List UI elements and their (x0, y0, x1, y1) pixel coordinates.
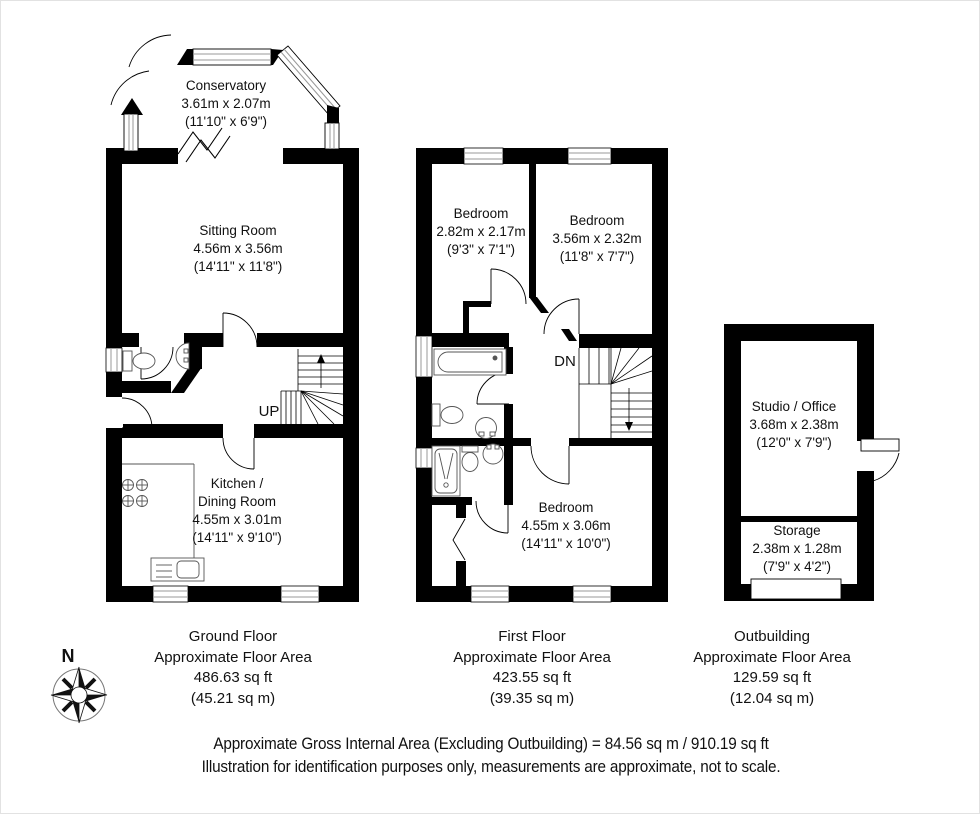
window (568, 148, 611, 164)
caption-area-sqm: (39.35 sq m) (489, 689, 575, 707)
window (471, 586, 509, 602)
shower-room-fixtures (432, 444, 503, 496)
caption-area-sqm: (12.04 sq m) (729, 689, 815, 707)
sitting-room-door (223, 313, 257, 347)
conservatory-door-arc (111, 71, 149, 105)
bathroom-door (477, 372, 509, 404)
room-size-imperial: (14'11" x 11'8") (193, 259, 283, 274)
opening-break-symbol (178, 128, 230, 162)
window (573, 586, 611, 602)
toilet-cistern (432, 404, 440, 426)
front-door (122, 398, 152, 428)
bedroom3-label (521, 499, 611, 553)
room-size-imperial: (14'11" x 9'10") (192, 530, 282, 545)
compass-rose-icon (51, 667, 107, 723)
window (153, 586, 188, 602)
stairs-up-label: UP (258, 403, 280, 420)
window (416, 336, 432, 377)
stairs-down-arrow (625, 422, 633, 431)
room-name: Bedroom (569, 213, 625, 228)
shower-room-door (476, 501, 508, 533)
kitchen-label (192, 475, 282, 547)
gross-internal-area-text: Approximate Gross Internal Area (Excluding Outbuilding) = 84.56 sq m / 910.19 sq ft (213, 734, 769, 753)
basin (483, 444, 503, 464)
room-size-metric: 3.56m x 2.32m (552, 231, 642, 246)
room-size-metric: 3.68m x 2.38m (749, 417, 839, 432)
caption-area-sqm: (45.21 sq m) (190, 689, 276, 707)
room-name: Sitting Room (199, 223, 277, 238)
bedroom2-door (544, 299, 579, 334)
north-label: N (61, 646, 75, 666)
storage-label (752, 522, 841, 576)
room-name: Bedroom (453, 206, 509, 221)
room-size-metric: 4.55m x 3.01m (192, 512, 282, 527)
caption-subtitle: Approximate Floor Area (154, 648, 312, 666)
stairs-down-label: DN (554, 353, 576, 370)
outbuilding-caption (693, 627, 851, 709)
caption-area-sqft: 423.55 sq ft (492, 669, 572, 686)
room-name: Storage (773, 523, 821, 538)
sitting-room-label (193, 222, 282, 276)
window (106, 348, 122, 372)
caption-title: Outbuilding (734, 628, 810, 645)
toilet-bowl (462, 453, 478, 472)
stairs-up (281, 349, 343, 424)
window (464, 148, 503, 164)
caption-title: Ground Floor (188, 628, 278, 645)
conservatory-door-arc (129, 35, 171, 67)
room-size-imperial: (14'11" x 10'0") (521, 536, 611, 551)
wardrobe-bifold-door (453, 519, 465, 560)
caption-title: First Floor (498, 628, 566, 645)
kitchen-door (223, 438, 254, 469)
room-size-metric: 3.61m x 2.07m (181, 96, 271, 111)
window (416, 448, 432, 468)
closet-door (491, 269, 526, 304)
bedroom2-label (552, 212, 641, 266)
room-size-metric: 4.55m x 3.06m (521, 518, 611, 533)
conservatory-label (181, 77, 270, 131)
room-name: Studio / Office (751, 399, 837, 414)
ground-floor-caption (154, 627, 312, 709)
room-size-imperial: (11'8" x 7'7") (559, 249, 635, 264)
room-size-imperial: (9'3" x 7'1") (446, 242, 516, 257)
room-name: Dining Room (197, 494, 277, 509)
first-floor-caption (453, 627, 611, 709)
room-size-metric: 4.56m x 3.56m (193, 241, 283, 256)
window (281, 586, 319, 602)
room-size-metric: 2.82m x 2.17m (436, 224, 526, 239)
caption-subtitle: Approximate Floor Area (453, 648, 611, 666)
room-size-imperial: (7'9" x 4'2") (762, 559, 832, 574)
room-size-metric: 2.38m x 1.28m (752, 541, 842, 556)
toilet-cistern (462, 446, 478, 452)
toilet-cistern (123, 351, 132, 371)
bath-tap (493, 356, 497, 360)
caption-area-sqft: 486.63 sq ft (193, 669, 273, 686)
bedroom3-door (531, 446, 569, 484)
caption-area-sqft: 129.59 sq ft (732, 669, 812, 686)
stairs-up-arrow (317, 354, 325, 363)
wc-fixtures (123, 343, 189, 371)
room-name: Kitchen / (210, 476, 264, 491)
front-door-opening (105, 397, 123, 428)
disclaimer-text: Illustration for identification purposes only, measurements are approximate, not to scale. (201, 757, 781, 776)
corner-sink (176, 343, 189, 369)
toilet-bowl (133, 353, 155, 369)
bedroom1-label (436, 205, 525, 259)
room-name: Bedroom (538, 500, 594, 515)
stairs-down (579, 348, 652, 438)
room-size-imperial: (11'10" x 6'9") (184, 114, 268, 129)
room-size-imperial: (12'0" x 7'9") (756, 435, 832, 450)
kitchen-hob (123, 480, 148, 507)
kitchen-sink (177, 561, 199, 578)
bathroom-fixtures (432, 349, 506, 439)
studio-office-label (749, 398, 838, 452)
room-name: Conservatory (185, 78, 267, 93)
caption-subtitle: Approximate Floor Area (693, 648, 851, 666)
storage-door (751, 579, 841, 599)
toilet-bowl (441, 407, 463, 424)
